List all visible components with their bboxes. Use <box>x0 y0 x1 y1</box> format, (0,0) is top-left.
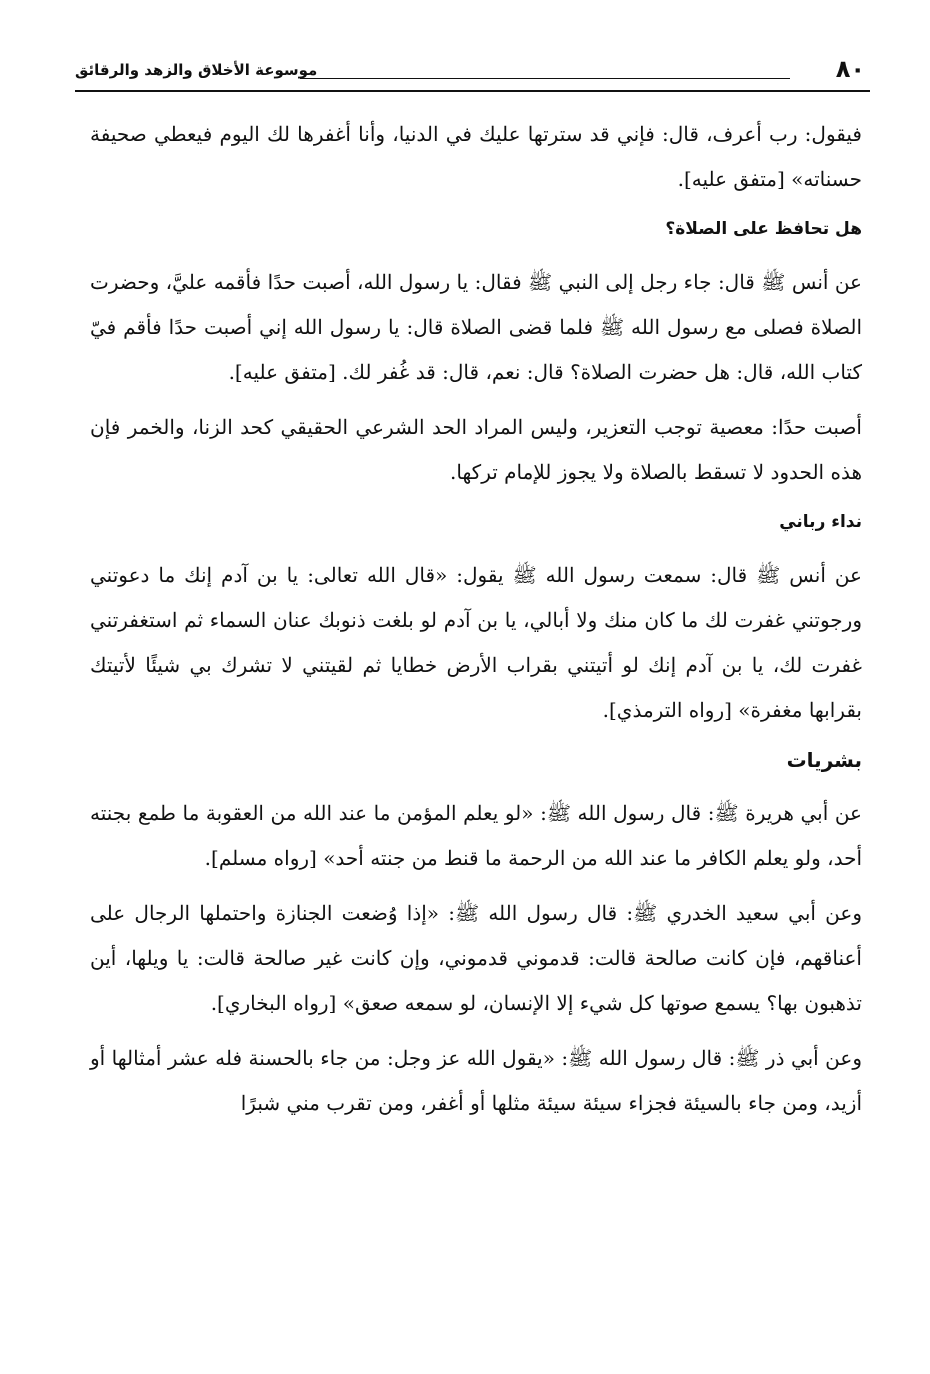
hadith-abu-hurayra: عن أبي هريرة ﷺ: قال رسول الله ﷺ: «لو يعلم المؤمن ما عند الله من العقوبة ما طمع بجنته أحد، ولو يعلم الكافر ما عند الله من الرحمة ما قنط من جنته أحد» [رواه مسلم]. <box>90 801 862 870</box>
page-number: ٨٠ <box>835 55 865 83</box>
hadith-abu-said: وعن أبي سعيد الخدري ﷺ: قال رسول الله ﷺ: «إذا وُضعت الجنازة واحتملها الرجال على أعناقهم، فإن كانت صالحة قالت: قدموني قدموني، وإن كانت غير صالحة قالت: يا ويلها، أين تذهبون بها؟ يسمع صوتها كل شيء إلا الإنسان، لو سمعه صعق» [رواه البخاري]. <box>90 901 862 1015</box>
hadith-anas-prayer: عن أنس ﷺ قال: جاء رجل إلى النبي ﷺ فقال: يا رسول الله، أصبت حدًا فأقمه عليَّ، وحضرت الصلاة فصلى مع رسول الله ﷺ فلما قضى الصلاة قال: يا رسول الله إني أصبت حدًا فأقم فيّ كتاب الله، قال: هل حضرت الصلاة؟ قال: نعم، قال: قد غُفر لك. [متفق عليه]. <box>90 270 862 384</box>
header-rule-top <box>300 78 790 79</box>
hadith-abu-dharr: وعن أبي ذر ﷺ: قال رسول الله ﷺ: «يقول الله عز وجل: من جاء بالحسنة فله عشر أمثالها أو أزيد، ومن جاء بالسيئة فجزاء سيئة سيئة مثلها أو أغفر، ومن تقرب مني شبرًا <box>90 1046 862 1115</box>
header-rule <box>75 90 870 92</box>
page-header <box>75 55 865 95</box>
hadith-anas-forgiveness: عن أنس ﷺ قال: سمعت رسول الله ﷺ يقول: «قال الله تعالى: يا بن آدم إنك ما دعوتني ورجوتني غفرت لك ما كان منك ولا أبالي، يا بن آدم لو بلغت ذنوبك عنان السماء ثم استغفرتني غفرت لك، يا بن آدم إنك لو أتيتني بقراب الأرض خطايا ثم لقيتني لا تشرك بي شيئًا لأتيتك بقرابها مغفرة» [رواه الترمذي]. <box>90 563 862 722</box>
paragraph-continuation: فيقول: رب أعرف، قال: فإني قد سترتها عليك في الدنيا، وأنا أغفرها لك اليوم فيعطي صحيفة حسناته» [متفق عليه]. <box>90 122 862 191</box>
section-heading-prayer: هل تحافظ على الصلاة؟ <box>665 219 862 239</box>
section-heading-divine-call: نداء رباني <box>779 512 862 532</box>
running-title: موسوعة الأخلاق والزهد والرقائق <box>75 61 318 79</box>
section-heading-glad-tidings: بشريات <box>786 748 862 772</box>
explanation-paragraph: أصبت حدًا: معصية توجب التعزير، وليس المراد الحد الشرعي الحقيقي كحد الزنا، والخمر فإن هذه الحدود لا تسقط بالصلاة ولا يجوز للإمام تركها. <box>90 415 862 484</box>
page-content <box>90 112 862 1136</box>
